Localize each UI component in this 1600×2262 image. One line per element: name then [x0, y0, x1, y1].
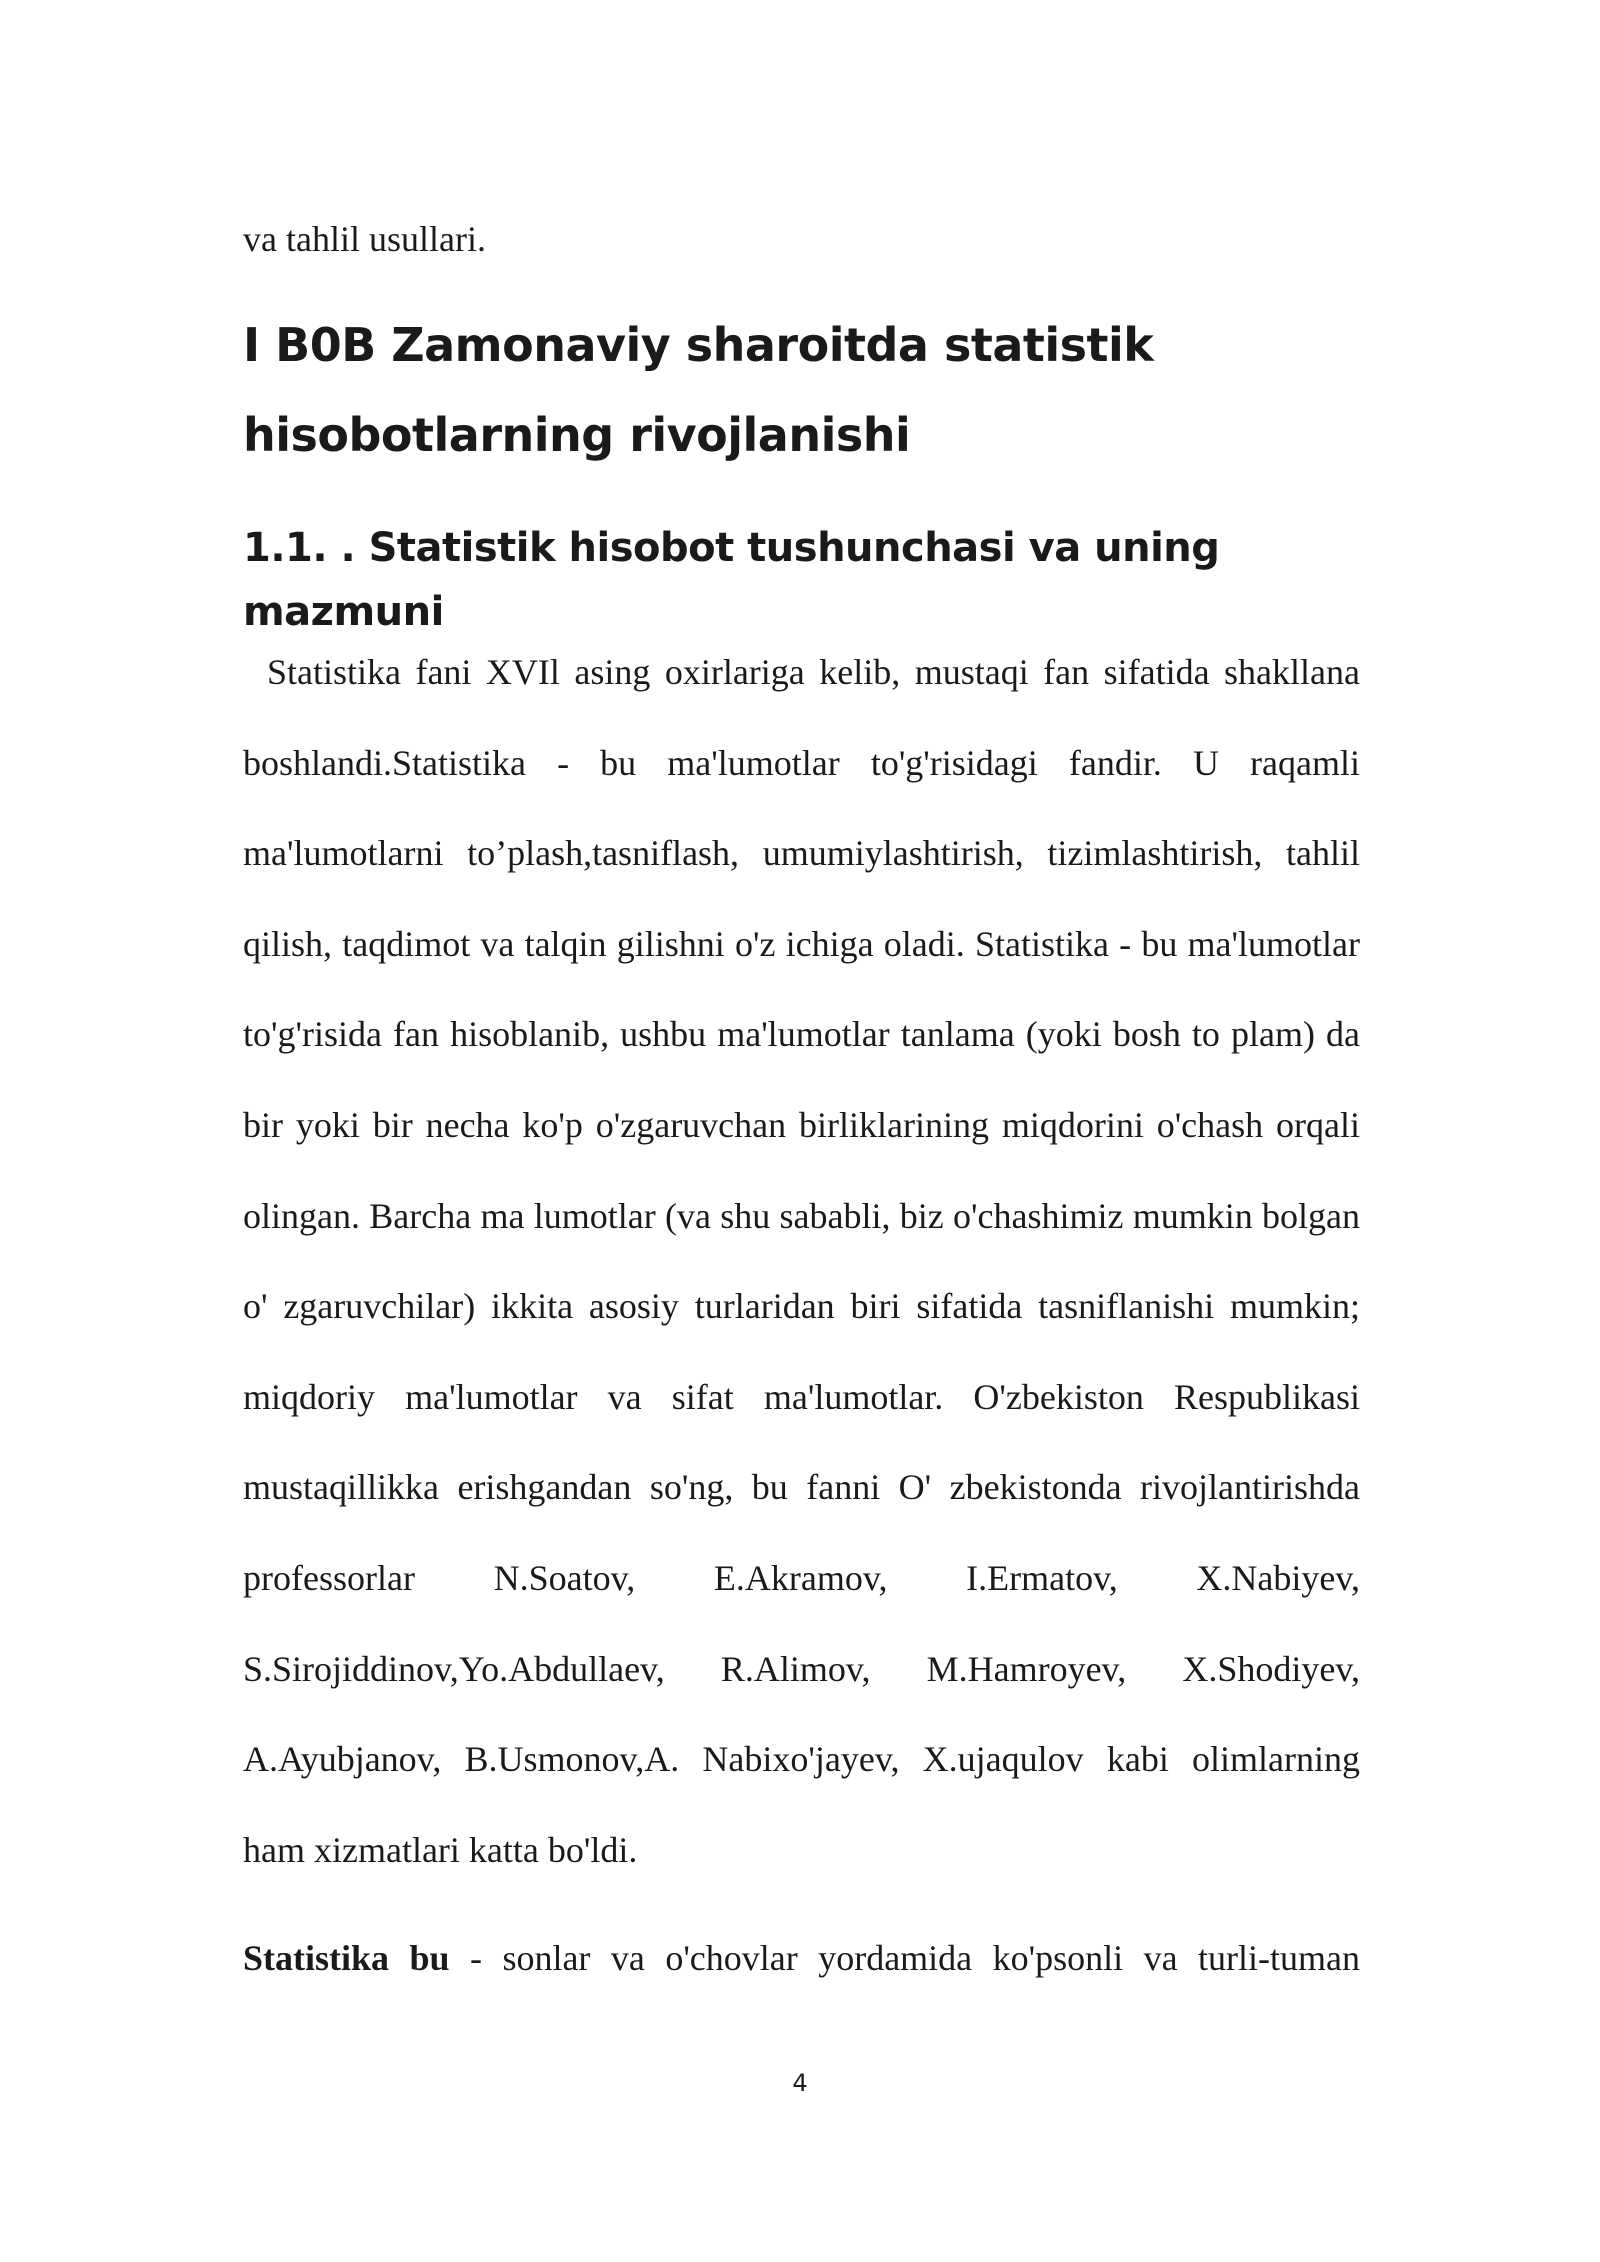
body-paragraph: Statistika fani XVIl asing oxirlariga kelib, mustaqi fan sifatida shakllana boshlandi.Statistika - bu ma'lumotlar to'g'risidagi fandir. U raqamli ma'lumotlarni to’plash,tasniflash, umumiylashtirish, tizimlashtirish, tahlil qilish, taqdimot va talqin gilishni o'z ichiga oladi. Statistika - bu ma'lumotlar to'g'risida fan hisoblanib, ushbu ma'lumotlar tanlama (yoki bosh to plam) da bir yoki bir necha ko'p o'zgaruvchan birliklarining miqdorini o'chash orqali olingan. Barcha ma lumotlar (va shu sababli, biz o'chashimiz mumkin bolgan o' zgaruvchilar) ikkita asosiy turlaridan biri sifatida tasniflanishi mumkin; miqdoriy ma'lumotlar va sifat ma'lumotlar. O'zbekiston Respublikasi mustaqillikka erishgandan so'ng, bu fanni O' zbekistonda rivojlantirishda professorlar N.Soatov, E.Akramov, I.Ermatov, X.Nabiyev, S.Sirojiddinov,Yo.Abdullaev, R.Alimov, M.Hamroyev, X.Shodiyev, A.Ayubjanov, B.Usmonov,A. Nabixo'jayev, X.ujaqulov kabi olimlarning ham xizmatlari katta bo'ldi.: [243, 652, 1360, 1870]
definition-paragraph: [243, 1913, 1360, 2004]
page-number: 4: [792, 2069, 808, 2097]
chapter-title: I B0B Zamonaviy sharoitda statistik hisobotlarning rivojlanishi: [243, 318, 1154, 462]
section-title: 1.1. . Statistik hisobot tushunchasi va uning mazmuni: [243, 525, 1220, 635]
continuation-text: va tahlil usullari.: [243, 219, 486, 259]
definition-term: Statistika bu: [243, 1938, 450, 1978]
definition-text: - sonlar va o'chovlar yordamida ko'psonli va turli-tuman: [449, 1938, 1360, 1978]
